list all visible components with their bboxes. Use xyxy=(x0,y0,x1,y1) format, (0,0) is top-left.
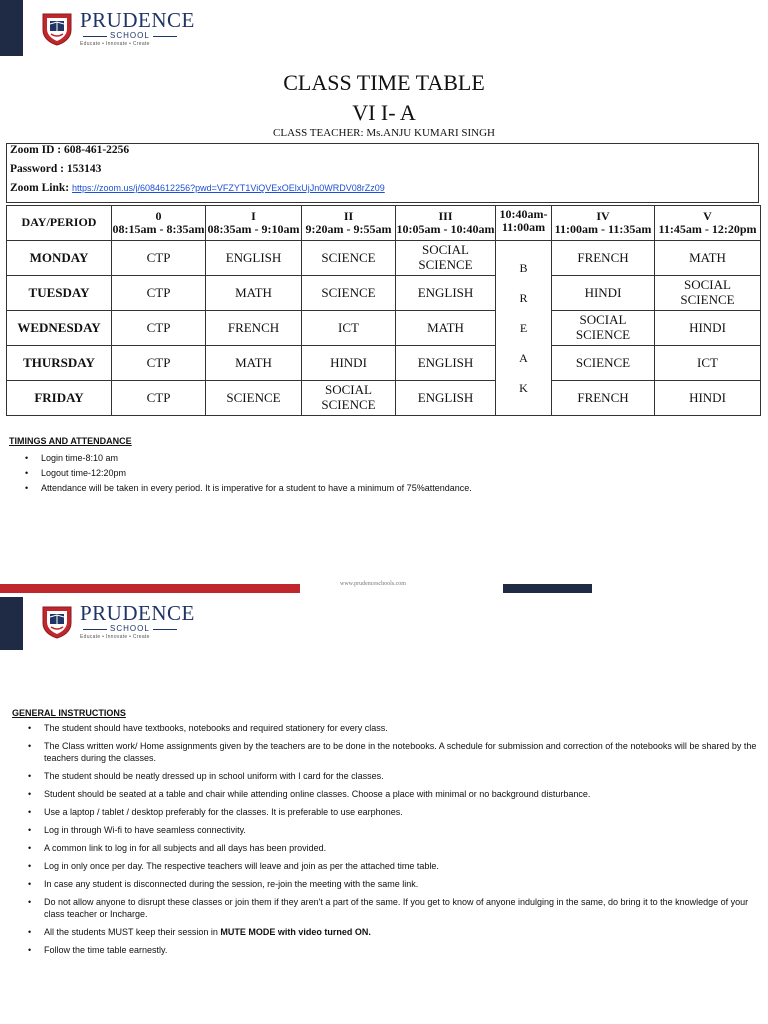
table-cell: MATH xyxy=(206,346,302,381)
list-item: • The student should have textbooks, notebooks and required stationery for every class. xyxy=(12,722,762,734)
table-cell: ENGLISH xyxy=(396,381,496,416)
list-item: • Follow the time table earnestly. xyxy=(12,944,762,956)
table-cell: CTP xyxy=(112,381,206,416)
footer-website: www.prudenceschools.com xyxy=(340,581,406,587)
list-item: • The Class written work/ Home assignments given by the teachers are to be done in the notebooks. A schedule for submission and correction of the notebooks will be shared by the teachers during the classes. xyxy=(12,740,762,764)
left-accent-bar-page2 xyxy=(0,597,23,650)
zoom-id: Zoom ID : 608-461-2256 xyxy=(10,144,130,156)
table-row xyxy=(7,346,761,381)
day-cell: WEDNESDAY xyxy=(7,311,112,346)
table-cell: FRENCH xyxy=(552,241,655,276)
crest-icon xyxy=(40,605,74,639)
school-logo xyxy=(40,10,195,47)
zoom-link-row xyxy=(10,182,385,194)
crest-icon xyxy=(40,12,74,46)
period-header: III 10:05am - 10:40am xyxy=(396,206,496,241)
logo-school: SCHOOL xyxy=(110,31,150,40)
logo-name: PRUDENCE xyxy=(80,601,195,625)
page-title: CLASS TIME TABLE xyxy=(283,70,485,95)
list-item: • Student should be seated at a table and chair while attending online classes. Choose a place with minimal or no background disturbance. xyxy=(12,788,762,800)
table-cell: SCIENCE xyxy=(206,381,302,416)
timings-list xyxy=(9,451,759,496)
table-row xyxy=(7,241,761,276)
table-row xyxy=(7,381,761,416)
logo-tagline: Educate • Innovate • Create xyxy=(80,634,150,640)
list-item: • In case any student is disconnected during the session, re-join the meeting with the same link. xyxy=(12,878,762,890)
day-cell: MONDAY xyxy=(7,241,112,276)
logo-school: SCHOOL xyxy=(110,624,150,633)
list-item: • Do not allow anyone to disrupt these classes or join them if they aren't a part of the same. If you get to know of anyone indulging in the same, do bring it to the knowledge of your class teacher or Incharge. xyxy=(12,896,762,920)
list-item: • Login time-8:10 am xyxy=(9,451,759,466)
list-item: • Log in through Wi-fi to have seamless connectivity. xyxy=(12,824,762,836)
mute-mode-emphasis: MUTE MODE with video turned ON. xyxy=(220,927,371,937)
list-item: • All the students MUST keep their session in MUTE MODE with video turned ON. xyxy=(12,926,762,938)
table-row xyxy=(7,311,761,346)
day-cell: FRIDAY xyxy=(7,381,112,416)
period-header: IV 11:00am - 11:35am xyxy=(552,206,655,241)
school-logo-page2 xyxy=(40,603,195,640)
list-item: • Use a laptop / tablet / desktop preferably for the classes. It is preferable to use earphones. xyxy=(12,806,762,818)
break-cell: B R E A K xyxy=(496,241,552,416)
left-accent-bar-top xyxy=(0,0,23,56)
footer-red-bar xyxy=(0,584,300,593)
general-list xyxy=(12,722,762,956)
period-header: I 08:35am - 9:10am xyxy=(206,206,302,241)
table-cell: ENGLISH xyxy=(206,241,302,276)
table-cell: HINDI xyxy=(655,381,761,416)
logo-name: PRUDENCE xyxy=(80,8,195,32)
table-cell: MATH xyxy=(396,311,496,346)
list-item: • The student should be neatly dressed up in school uniform with I card for the classes. xyxy=(12,770,762,782)
table-cell: SCIENCE xyxy=(302,276,396,311)
table-cell: SOCIAL SCIENCE xyxy=(552,311,655,346)
timetable xyxy=(6,205,761,416)
table-cell: MATH xyxy=(655,241,761,276)
period-header: V 11:45am - 12:20pm xyxy=(655,206,761,241)
table-cell: MATH xyxy=(206,276,302,311)
general-heading: GENERAL INSTRUCTIONS xyxy=(12,708,126,718)
table-cell: ENGLISH xyxy=(396,276,496,311)
table-cell: ENGLISH xyxy=(396,346,496,381)
list-item: • Log in only once per day. The respective teachers will leave and join as per the attached time table. xyxy=(12,860,762,872)
list-item: • Logout time-12:20pm xyxy=(9,466,759,481)
table-row xyxy=(7,276,761,311)
class-teacher: CLASS TEACHER: Ms.ANJU KUMARI SINGH xyxy=(273,127,495,139)
class-name: VI I- A xyxy=(352,100,416,125)
table-cell: HINDI xyxy=(302,346,396,381)
table-cell: HINDI xyxy=(655,311,761,346)
table-cell: FRENCH xyxy=(206,311,302,346)
period-header: II 9:20am - 9:55am xyxy=(302,206,396,241)
table-cell: CTP xyxy=(112,276,206,311)
table-cell: HINDI xyxy=(552,276,655,311)
period-header: 0 08:15am - 8:35am xyxy=(112,206,206,241)
table-cell: SCIENCE xyxy=(552,346,655,381)
footer-navy-bar xyxy=(503,584,592,593)
table-cell: CTP xyxy=(112,241,206,276)
zoom-details-box xyxy=(6,143,759,203)
table-cell: CTP xyxy=(112,311,206,346)
table-cell: SCIENCE xyxy=(302,241,396,276)
corner-cell: DAY/PERIOD xyxy=(7,206,112,241)
logo-tagline: Educate • Innovate • Create xyxy=(80,41,150,47)
zoom-password: Password : 153143 xyxy=(10,163,102,175)
list-item: • A common link to log in for all subjects and all days has been provided. xyxy=(12,842,762,854)
list-item: • Attendance will be taken in every period. It is imperative for a student to have a minimum of 75%attendance. xyxy=(9,481,759,496)
table-cell: SOCIAL SCIENCE xyxy=(655,276,761,311)
table-cell: SOCIAL SCIENCE xyxy=(396,241,496,276)
day-cell: THURSDAY xyxy=(7,346,112,381)
timings-heading: TIMINGS AND ATTENDANCE xyxy=(9,436,132,446)
table-cell: CTP xyxy=(112,346,206,381)
table-cell: FRENCH xyxy=(552,381,655,416)
zoom-link[interactable]: https://zoom.us/j/6084612256?pwd=VFZYT1ViQVExOElxUjJn0WRDV08rZz09 xyxy=(72,183,385,193)
table-cell: ICT xyxy=(302,311,396,346)
break-header: 10:40am- 11:00am xyxy=(496,206,552,241)
table-cell: SOCIAL SCIENCE xyxy=(302,381,396,416)
zoom-link-label: Zoom Link: xyxy=(10,182,70,194)
day-cell: TUESDAY xyxy=(7,276,112,311)
table-cell: ICT xyxy=(655,346,761,381)
timetable-header-row xyxy=(7,206,761,241)
